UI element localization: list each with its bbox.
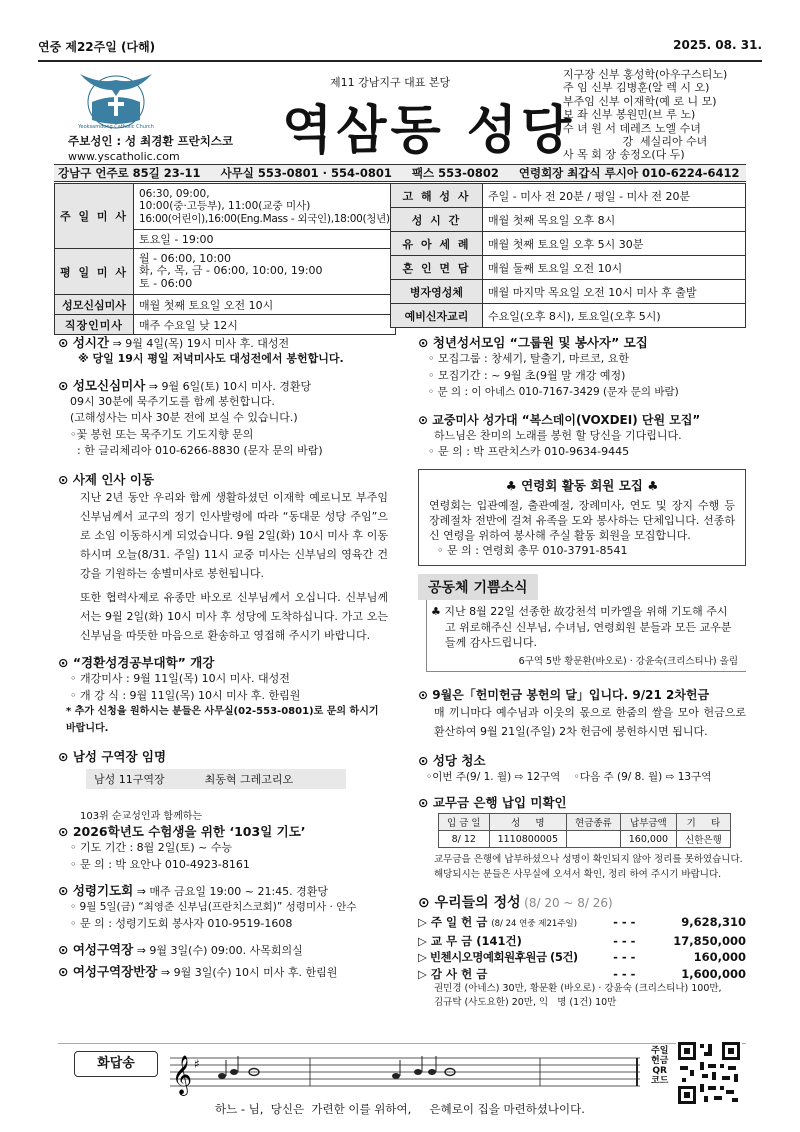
contact-bar — [54, 164, 746, 182]
bank-header: 성 명 — [489, 814, 566, 831]
address: 강남구 언주로 85길 23-11 — [58, 166, 201, 180]
youth-line: ◦ 문 의 : 이 아네스 010-7167-3429 (문자 문의 바람) — [428, 386, 679, 398]
weekday-mass-line: 토 - 06:00 — [139, 276, 193, 290]
bible-line: ◦ 개강미사 : 9월 11일(목) 10시 미사. 대성전 — [70, 672, 290, 686]
bank-table — [438, 813, 731, 848]
prayer-line: ◦ 기도 기간 : 8월 2일(토) ~ 수능 — [70, 841, 233, 855]
clover-icon: ♣ — [431, 605, 445, 618]
footer-divider — [58, 1043, 746, 1044]
bank-cell — [567, 831, 621, 848]
marian-line: : 한 글리체리아 010-6266-8830 (문자 문의 바람) — [70, 444, 323, 457]
music-staff — [170, 1048, 640, 1100]
liturgical-day: 연중 제22주일 (다해) — [38, 40, 156, 54]
weekday-mass-line: 월 - 06:00, 10:00 — [139, 251, 231, 265]
bible-note: * 추가 신청을 원하시는 분들은 사무실(02-553-0801)로 문의 하시기 바랍니다. — [66, 706, 379, 734]
qr-label: 주일 헌금 QR 코드 — [651, 1046, 669, 1086]
offering-row: ▷ 교 무 금 (141건) - - - 17,850,000 — [418, 933, 746, 948]
right-column — [418, 333, 746, 1010]
thanks-line: 권민경 (아네스) 30만, 황문환 (바오로) · 강윤숙 (크리스티나) 100만, — [434, 983, 722, 995]
fax-number: 팩스 553-0802 — [411, 166, 499, 180]
bank-header: 납부금액 — [620, 814, 676, 831]
marian-mass-label: 성모신심미사 — [55, 295, 134, 315]
schedule-label: 병자영성체 — [391, 280, 483, 304]
clergy-line: 부주임 신부 이재학(예 로 니 모) — [563, 94, 717, 108]
marian-line: (고해성사는 미사 30분 전에 보실 수 있습니다.) — [70, 411, 298, 424]
leader-row: 남성 11구역장 최동혁 그레고리오 — [86, 769, 346, 789]
women-heads-section: ⊙ 여성구역장반장 ⇒ 9월 3일(수) 10시 미사 후. 한림원 — [58, 964, 338, 980]
funeral-recruit-box — [418, 469, 746, 567]
youth-line: ◦ 모집그룹 : 창세기, 탈출기, 마르코, 요한 — [428, 352, 630, 365]
mass-schedule-table — [54, 183, 396, 335]
bank-header: 입 금 일 — [439, 814, 490, 831]
schedule-label: 유 아 세 례 — [391, 232, 483, 256]
bank-cell: 1110800005 — [489, 831, 566, 848]
spirit-line: ◦ 문 의 : 성령기도회 봉사자 010-9519-1608 — [70, 916, 293, 930]
sunday-mass-line: 16:00(어린이),16:00(Eng.Mass - 외국인),18:00(청년) — [139, 212, 390, 225]
offering-row: ▷ 감 사 헌 금 - - - 1,600,000 — [418, 966, 746, 981]
offering-row: ▷ 빈첸시오명예회원후원금 (5건) - - - 160,000 — [418, 950, 746, 965]
clergy-line: 주 임 신부 김병훈(알 렉 시 오) — [563, 81, 710, 95]
sunday-mass-label: 주 일 미 사 — [55, 184, 134, 249]
schedule-label: 예비신자교리 — [391, 304, 483, 328]
cleaning-section: ⊙ 성당 청소 — [418, 752, 486, 768]
church-logo — [60, 62, 172, 132]
spirit-prayer-section: ⊙ 성령기도회 ⇒ 매주 금요일 19:00 ~ 21:45. 경환당 — [58, 883, 329, 899]
marian-mass-time: 매월 첫째 토요일 오전 10시 — [134, 295, 396, 315]
clergy-line: 보 좌 신부 봉원민(브 루 노) — [563, 108, 696, 122]
offerings-section: ⊙ 우리들의 정성 (8/ 20 ~ 8/ 26) — [418, 895, 613, 912]
clergy-line: 수 녀 원 서 데레즈 노엘 수녀 — [563, 121, 701, 135]
prayer-section: ⊙ 2026학년도 수험생을 위한 ‘103일 기도’ — [58, 824, 306, 840]
bank-cell: 8/ 12 — [439, 831, 490, 848]
transfer-text: 지난 2년 동안 우리와 함께 생활하셨던 이재학 예로니모 부주임 신부님께서 교구의 정기 인사발령에 따라 “동대문 성당 주임”으로 소임 이동하시게 되었습니다. 9월 2일(화) 10시 미사 후 이동하시며 오늘(8/31. 주일) 11시 교중 미사는 신부님의 영육간 건강을 기원하는 송별미사로 봉헌됩니다. — [80, 490, 388, 581]
choir-line: ◦ 문 의 : 박 프란치스카 010-9634-9445 — [428, 445, 630, 458]
schedule-value: 매월 마지막 목요일 오전 10시 미사 후 출발 — [483, 280, 746, 304]
clergy-list — [563, 68, 727, 162]
choir-section: ⊙ 교중미사 성가대 “복스데이(VOXDEI) 단원 모집” — [418, 412, 701, 427]
youth-line: ◦ 모집기간 : ~ 9월 초(9월 말 개강 예정) — [428, 368, 626, 382]
cleaning-line: ◦이번 주(9/ 1. 월) ⇨ 12구역 ◦다음 주 (9/ 8. 월) ⇨ 13구역 — [426, 770, 712, 783]
funeral-chair-contact: 연령회장 최갑식 루시아 010-6224-6412 — [518, 166, 740, 180]
marian-section: ⊙ 성모신심미사 ⇒ 9월 6일(토) 10시 미사. 경환당 — [58, 377, 312, 393]
prayer-pre: 103위 순교성인과 함께하는 — [80, 811, 203, 823]
holy-hour-section: ⊙ 성시간 ⇒ 9월 4일(목) 19시 미사 후. 대성전 — [58, 335, 290, 350]
weekday-mass-line: 화, 수, 목, 금 - 06:00, 10:00, 19:00 — [139, 264, 323, 278]
sunday-mass-line: 06:30, 09:00, — [139, 187, 210, 200]
patron-saint: 주보성인 : 성 최경환 프란치스코 — [68, 134, 234, 148]
clergy-line: 사 목 회 장 송정오(다 두) — [563, 148, 685, 162]
recruit-title: ♣ 연령회 활동 회원 모집 ♣ — [505, 477, 659, 493]
page-title: 역삼동 성당 — [282, 101, 576, 161]
youth-bible-section: ⊙ 청년성서모임 “그룹원 및 봉사자” 모집 — [418, 335, 648, 350]
treble-clef-icon: 𝄞 — [172, 1055, 193, 1095]
bank-header: 현금종류 — [567, 814, 621, 831]
logo-text: Yeoksamdong Catholic Church — [78, 124, 154, 130]
prayer-line: ◦ 문 의 : 박 요안나 010-4923-8161 — [70, 857, 250, 871]
transfer-section: ⊙ 사제 인사 이동 — [58, 471, 154, 487]
spirit-line: ◦ 9월 5일(금) “최영준 신부님(프란치스코회)” 성령미사 · 안수 — [70, 901, 357, 914]
bible-school-section: ⊙ “경환성경공부대학” 개강 — [58, 655, 215, 671]
news-text: ♣ 지난 8월 22일 선종한 故강천석 미카엘을 위해 기도해 주시고 위로해주신 신부님, 수녀님, 연령회원 분들과 모든 교우분들께 감사드립니다. — [431, 605, 732, 649]
bank-note: 교무금을 은행에 납부하셨으나 성명이 확인되지 않아 정리를 못하였습니다. 해당되시는 분들은 사무실에 오셔서 확인, 정리 하여 주시기 바랍니다. — [434, 854, 743, 881]
women-leaders-section: ⊙ 여성구역장 ⇒ 9월 3일(수) 09:00. 사목회의실 — [58, 942, 303, 958]
schedule-value: 수요일(오후 8시), 토요일(오후 5시) — [483, 304, 746, 328]
schedule-label: 혼 인 면 담 — [391, 256, 483, 280]
offerings-period: (8/ 20 ~ 8/ 26) — [524, 896, 613, 911]
notes — [218, 1056, 540, 1086]
offerings-title: 우리들의 정성 — [434, 895, 521, 912]
psalm-lyrics: 하느 - 님, 당신은 가련한 이를 위하여, 은혜로이 집을 마련하셨나이다. — [215, 1102, 585, 1116]
schedule-value: 주일 - 미사 전 20분 / 평일 - 미사 전 20분 — [483, 184, 746, 208]
recruit-contact: ◦ 문 의 : 연령회 총무 010-3791-8541 — [437, 543, 628, 557]
bulletin-date: 2025. 08. 31. — [673, 38, 762, 52]
sacrament-schedule-table — [390, 183, 746, 328]
transfer-text-2: 또한 협력사제로 유종만 바오로 신부님께서 오십니다. 신부님께서는 9월 2일(화) 10시 미사 후 성당에 도착하십니다. 가고 오는 신부님을 따뜻한 마음으로 환송하고 영접해 주시기 바랍니다. — [80, 590, 388, 642]
bank-section: ⊙ 교무금 은행 납입 미확인 — [418, 795, 567, 811]
schedule-value: 매월 둘째 토요일 오전 10시 — [483, 256, 746, 280]
sunday-mass-line: 10:00(중·고등부), 11:00(교중 미사) — [139, 200, 311, 213]
workers-mass-label: 직장인미사 — [55, 315, 134, 335]
website-link[interactable]: www.yscatholic.com — [68, 150, 180, 163]
rice-month-text: 매 끼니마다 예수님과 이웃의 몫으로 한줌의 쌀을 모아 헌금으로 환산하여 9월 21일(주일) 2차 헌금에 봉헌하시면 됩니다. — [434, 705, 746, 738]
choir-line: 하느님은 찬미의 노래를 봉헌 할 당신을 기다립니다. — [434, 428, 682, 442]
schedule-value: 매월 첫째 목요일 오후 8시 — [483, 208, 746, 232]
recruit-text: 연령회는 입관예절, 출관예절, 장례미사, 연도 및 장지 수행 등 장례절차 전반에 걸쳐 유족을 도와 봉사하는 단체입니다. 선종하신 연령을 위하여 봉사해 주실 활동 회원을 모집합니다. — [429, 498, 735, 542]
sharp-icon: ♯ — [194, 1057, 200, 1071]
dove-icon — [80, 74, 152, 96]
office-phone: 사무실 553-0801 · 554-0801 — [220, 166, 392, 180]
holy-hour-note: ※ 당일 19시 평일 저녁미사도 대성전에서 봉헌합니다. — [78, 352, 344, 365]
bank-cell: 160,000 — [620, 831, 676, 848]
thanks-line: 김규탁 (사도요한) 20만, 익 명 (1건) 10만 — [434, 997, 617, 1009]
clergy-line: 강 세실리아 수녀 — [563, 135, 708, 149]
workers-mass-time: 매주 수요일 낮 12시 — [134, 315, 396, 335]
bank-cell: 신한은행 — [677, 831, 731, 848]
offering-row: ▷ 주 일 헌 금 (8/ 24 연중 제21주일) - - - 9,628,310 — [418, 915, 746, 930]
marian-line: 09시 30분에 묵주기도를 함께 봉헌합니다. — [70, 394, 275, 408]
saturday-mass: 토요일 - 19:00 — [134, 230, 396, 249]
weekday-mass-label: 평 일 미 사 — [55, 249, 134, 295]
responsorial-psalm-label: 화답송 — [74, 1051, 158, 1077]
community-news-box — [426, 600, 746, 672]
bank-header: 기 타 — [677, 814, 731, 831]
leader-section: ⊙ 남성 구역장 임명 — [58, 749, 167, 765]
community-news-banner: 공동체 기쁨소식 — [418, 574, 538, 600]
schedule-label: 성 시 간 — [391, 208, 483, 232]
bible-line: ◦ 개 강 식 : 9월 11일(목) 10시 미사 후. 한림원 — [70, 688, 301, 702]
clergy-line: 지구장 신부 홍성학(아우구스티노) — [563, 68, 728, 81]
schedule-value: 매월 첫째 토요일 오후 5시 30분 — [483, 232, 746, 256]
left-column — [58, 333, 388, 980]
rice-month-section: ⊙ 9월은「헌미헌금 봉헌의 달」입니다. 9/21 2차헌금 — [418, 687, 710, 702]
marian-line: ◦꽃 봉헌 또는 묵주기도 기도지향 문의 — [70, 427, 254, 441]
news-signature: 6구역 5반 황문환(바오로) · 강윤숙(크리스티나) 올림 — [518, 655, 738, 667]
subtitle: 제11 강남지구 대표 본당 — [330, 76, 451, 89]
schedule-label: 고 해 성 사 — [391, 184, 483, 208]
qr-code-icon[interactable] — [676, 1040, 742, 1106]
